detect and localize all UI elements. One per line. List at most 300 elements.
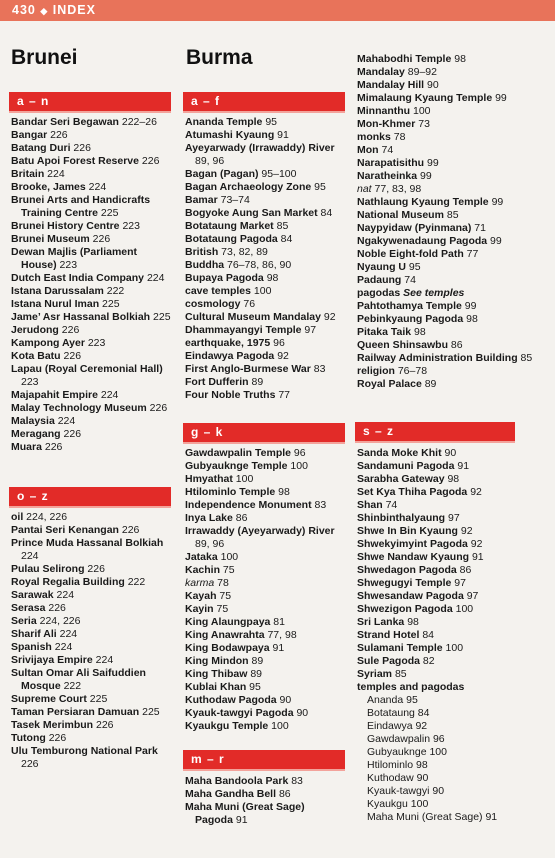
page-refs: 75 xyxy=(220,564,235,576)
page-refs: 91 xyxy=(269,642,285,654)
index-entry xyxy=(11,298,171,311)
page-refs: 92 xyxy=(274,350,289,362)
index-entry xyxy=(357,248,547,261)
page-refs: 98 xyxy=(275,486,290,498)
index-entry xyxy=(11,563,171,576)
index-entry xyxy=(11,272,171,285)
index-entry xyxy=(357,707,547,720)
page-refs: 99 xyxy=(487,235,502,247)
page-refs: 97 xyxy=(445,512,460,524)
index-entry xyxy=(185,460,345,473)
page-refs: 75 xyxy=(216,590,232,602)
page-refs: 76–78 xyxy=(394,365,428,377)
index-entry xyxy=(185,801,345,827)
index-entry xyxy=(11,220,171,233)
index-term: King Alaungpaya xyxy=(185,616,271,628)
index-entry xyxy=(357,105,547,118)
index-term: Royal Regalia Building xyxy=(11,576,125,588)
index-term: Independence Monument xyxy=(185,499,312,511)
index-entry xyxy=(357,183,547,196)
page-refs: 226 xyxy=(45,602,66,614)
page-refs: 86 xyxy=(276,788,291,800)
page-refs: 98 xyxy=(404,616,419,628)
index-entry xyxy=(357,118,547,131)
index-entry xyxy=(185,603,345,616)
index-entry xyxy=(357,564,547,577)
index-entry xyxy=(11,142,171,155)
heading-burma: Burma xyxy=(186,46,253,69)
index-entry xyxy=(11,537,171,563)
index-list-burma-s-z xyxy=(357,447,547,824)
index-term: Mandalay Hill xyxy=(357,79,425,91)
index-entry xyxy=(185,363,345,376)
index-entry xyxy=(11,589,171,602)
index-term: Meragang xyxy=(11,428,61,440)
index-entry xyxy=(185,285,345,298)
index-entry xyxy=(357,339,547,352)
index-term: Shwesandaw Pagoda xyxy=(357,590,464,602)
page-refs: 96 xyxy=(270,337,285,349)
index-term: Ananda 95 xyxy=(367,694,418,706)
band-label: g – k xyxy=(191,425,224,439)
page-refs: 223 xyxy=(84,337,106,349)
index-term: Seria xyxy=(11,615,37,627)
index-term: Gawdawpalin 96 xyxy=(367,733,445,745)
index-term: Britain xyxy=(11,168,45,180)
index-entry xyxy=(357,92,547,105)
index-term: Kota Batu xyxy=(11,350,61,362)
page-refs: 224 xyxy=(97,389,119,401)
index-entry xyxy=(11,363,171,389)
index-entry xyxy=(357,486,547,499)
index-entry xyxy=(185,629,345,642)
index-entry xyxy=(357,209,547,222)
index-list-burma-cont xyxy=(357,53,547,391)
page-refs: 92 xyxy=(467,538,483,550)
page-refs: 90 xyxy=(441,447,457,459)
page-refs: 97 xyxy=(451,577,466,589)
index-entry xyxy=(357,473,547,486)
page-refs: 74 xyxy=(401,274,416,286)
page-refs: 225 xyxy=(139,706,160,718)
page-refs: 226 xyxy=(89,233,111,245)
index-list-burma-a-f xyxy=(185,116,345,402)
page-refs: 91 xyxy=(454,460,470,472)
index-term: Railway Administration Building xyxy=(357,352,518,364)
index-term: Kublai Khan xyxy=(185,681,247,693)
index-entry xyxy=(185,207,345,220)
index-entry xyxy=(357,235,547,248)
index-term: Shinbinthalyaung xyxy=(357,512,446,524)
index-entry xyxy=(185,324,345,337)
index-entry xyxy=(11,129,171,142)
page-refs: 90 xyxy=(424,79,439,91)
index-entry xyxy=(11,628,171,641)
index-term: Gubyauknge Temple xyxy=(185,460,288,472)
index-term: Serasa xyxy=(11,602,46,614)
index-term: Srivijaya Empire xyxy=(11,654,93,666)
index-term: Sultan Omar Ali Saifuddien Mosque xyxy=(11,667,146,692)
index-term: Shwedagon Pagoda xyxy=(357,564,457,576)
index-term: Mon xyxy=(357,144,379,156)
page-refs: 91 xyxy=(232,814,248,826)
index-entry xyxy=(11,337,171,350)
page-refs: 224 xyxy=(21,550,39,562)
index-entry xyxy=(357,590,547,603)
index-entry xyxy=(185,577,345,590)
index-term: Atumashi Kyaung xyxy=(185,129,275,141)
page-refs: 92 xyxy=(320,311,336,323)
index-term: Padaung xyxy=(357,274,402,286)
index-entry xyxy=(357,512,547,525)
index-term: Supreme Court xyxy=(11,693,87,705)
page-refs: 99 xyxy=(417,170,432,182)
index-entry xyxy=(185,376,345,389)
index-entry xyxy=(357,733,547,746)
index-term: Sule Pagoda xyxy=(357,655,421,667)
index-term: Kampong Ayer xyxy=(11,337,85,349)
index-entry xyxy=(357,365,547,378)
page-refs: 77, 98 xyxy=(264,629,297,641)
index-term: Set Kya Thiha Pagoda xyxy=(357,486,468,498)
page-refs: 86 xyxy=(456,564,472,576)
index-term: Bagan (Pagan) xyxy=(185,168,259,180)
index-term: Mimalaung Kyaung Temple xyxy=(357,92,493,104)
page-refs: 100 xyxy=(268,720,289,732)
index-term: Maha Muni (Great Sage) 91 xyxy=(367,811,498,823)
index-term: Botataung 84 xyxy=(367,707,430,719)
page-refs: 100 xyxy=(287,460,308,472)
page-refs: 91 xyxy=(274,129,289,141)
page-refs: 224 xyxy=(51,641,73,653)
index-term: Jerudong xyxy=(11,324,59,336)
index-entry xyxy=(11,116,171,129)
page-refs: 78 xyxy=(214,577,229,589)
page-refs: 84 xyxy=(317,207,333,219)
index-term: Mahabodhi Temple xyxy=(357,53,452,65)
index-term: King Bodawpaya xyxy=(185,642,270,654)
index-term: Nathlaung Kyaung Temple xyxy=(357,196,489,208)
index-term: Gawdawpalin Temple xyxy=(185,447,291,459)
page-refs: 98 xyxy=(411,326,426,338)
index-term: Botataung Market xyxy=(185,220,274,232)
index-term: Bamar xyxy=(185,194,218,206)
index-term: Bandar Seri Begawan xyxy=(11,116,119,128)
index-entry xyxy=(357,287,547,300)
index-entry xyxy=(357,157,547,170)
index-term: Istana Nurul Iman xyxy=(11,298,100,310)
page-refs: 224 xyxy=(44,168,65,180)
index-entry xyxy=(11,511,171,524)
page-refs: 225 xyxy=(150,311,171,323)
page-refs: 224 xyxy=(85,181,107,193)
page-refs: 85 xyxy=(517,352,533,364)
index-entry xyxy=(11,576,171,589)
index-entry xyxy=(357,551,547,564)
index-term: cosmology xyxy=(185,298,241,310)
index-entry xyxy=(185,720,345,733)
index-entry xyxy=(357,746,547,759)
index-entry xyxy=(185,350,345,363)
index-entry xyxy=(11,389,171,402)
index-entry xyxy=(357,538,547,551)
index-term: karma xyxy=(185,577,215,589)
band-a-f xyxy=(183,92,345,113)
index-entry xyxy=(185,486,345,499)
index-term: Kuthodaw Pagoda xyxy=(185,694,277,706)
index-term: Htilominlo 98 xyxy=(367,759,428,771)
page-refs: 99 xyxy=(424,157,439,169)
index-term: Jataka xyxy=(185,551,218,563)
page-refs: 89 xyxy=(247,668,263,680)
page-refs: 98 xyxy=(451,53,466,65)
index-term: King Anawrahta xyxy=(185,629,265,641)
index-entry xyxy=(357,79,547,92)
index-term: Brooke, James xyxy=(11,181,86,193)
index-term: Kachin xyxy=(185,564,221,576)
index-entry xyxy=(357,326,547,339)
index-term: Shwe Nandaw Kyaung xyxy=(357,551,470,563)
index-entry xyxy=(11,285,171,298)
index-term: King Thibaw xyxy=(185,668,248,680)
page-refs: 74 xyxy=(378,144,394,156)
index-entry xyxy=(11,311,171,324)
page-refs: 95 xyxy=(406,261,421,273)
page-refs: 224, 226 xyxy=(23,511,68,523)
index-term: Sandamuni Pagoda xyxy=(357,460,455,472)
index-term: Eindawya Pagoda xyxy=(185,350,275,362)
index-term: Htilominlo Temple xyxy=(185,486,276,498)
index-entry xyxy=(357,525,547,538)
index-term: Naratheinka xyxy=(357,170,418,182)
index-term: Pantai Seri Kenangan xyxy=(11,524,119,536)
index-term: Shwekyimyint Pagoda xyxy=(357,538,468,550)
page-refs: 89, 96 xyxy=(195,155,225,167)
page-refs: 222 xyxy=(103,285,125,297)
index-entry xyxy=(11,615,171,628)
index-term: Brunei History Centre xyxy=(11,220,120,232)
index-term: Kayah xyxy=(185,590,217,602)
index-entry xyxy=(11,415,171,428)
index-entry xyxy=(11,441,171,454)
index-entry xyxy=(11,350,171,363)
index-entry xyxy=(11,641,171,654)
index-term: Royal Palace xyxy=(357,378,422,390)
index-term: Bangar xyxy=(11,129,48,141)
page-refs: 98 xyxy=(444,473,460,485)
index-term: Mon-Khmer xyxy=(357,118,416,130)
index-term: Sarawak xyxy=(11,589,54,601)
page-refs: 89 xyxy=(248,376,264,388)
index-entry xyxy=(185,298,345,311)
index-term: Ananda Temple xyxy=(185,116,263,128)
page-refs: 73–74 xyxy=(217,194,250,206)
index-term: Prince Muda Hassanal Bolkiah xyxy=(11,537,164,549)
page-refs: 89 xyxy=(248,655,264,667)
index-term: Ayeyarwady (Irrawaddy) River xyxy=(185,142,335,154)
index-entry xyxy=(185,775,345,788)
page-refs: 77 xyxy=(463,248,479,260)
running-title: INDEX xyxy=(52,3,96,17)
page-refs: 89, 96 xyxy=(195,538,225,550)
page-refs: 86 xyxy=(448,339,463,351)
page-refs: 224 xyxy=(144,272,165,284)
page-refs: 224 xyxy=(56,628,78,640)
index-entry xyxy=(185,168,345,181)
page-refs: 83 xyxy=(288,775,303,787)
page-refs: 74 xyxy=(382,499,398,511)
index-entry xyxy=(357,352,547,365)
page-refs: 85 xyxy=(273,220,289,232)
index-entry xyxy=(357,616,547,629)
page-refs: 77 xyxy=(275,389,291,401)
index-term: religion xyxy=(357,365,395,377)
index-term: Strand Hotel xyxy=(357,629,420,641)
index-term: Ulu Temburong National Park xyxy=(11,745,158,757)
index-entry xyxy=(357,759,547,772)
index-entry xyxy=(11,719,171,732)
page-refs: 99 xyxy=(461,300,477,312)
index-entry xyxy=(185,142,345,168)
index-term: monks xyxy=(357,131,391,143)
page-refs: 85 xyxy=(392,668,407,680)
index-entry xyxy=(11,706,171,719)
page-refs: 223 xyxy=(56,259,78,271)
page-refs: 223 xyxy=(119,220,140,232)
page-refs: 95–100 xyxy=(258,168,297,180)
index-entry xyxy=(185,707,345,720)
diamond-icon: ◆ xyxy=(40,6,49,16)
page-refs: 73, 82, 89 xyxy=(218,246,268,258)
index-term: Sarabha Gateway xyxy=(357,473,445,485)
heading-brunei: Brunei xyxy=(11,46,78,69)
page-refs: 100 xyxy=(232,473,254,485)
index-term: Cultural Museum Mandalay xyxy=(185,311,321,323)
band-s-z xyxy=(355,422,515,443)
index-term: Sanda Moke Khit xyxy=(357,447,442,459)
index-term: pagodas xyxy=(357,287,401,299)
index-entry xyxy=(357,222,547,235)
index-entry xyxy=(185,788,345,801)
index-term: Spanish xyxy=(11,641,52,653)
index-term: Jame’ Asr Hassanal Bolkiah xyxy=(11,311,151,323)
index-entry xyxy=(11,732,171,745)
page-refs: 85 xyxy=(443,209,459,221)
page-refs: 222 xyxy=(124,576,146,588)
index-term: Kyauk-tawgyi Pagoda xyxy=(185,707,294,719)
page-refs: 226 xyxy=(146,402,168,414)
index-entry xyxy=(185,694,345,707)
index-entry xyxy=(185,311,345,324)
index-term: Tasek Merimbun xyxy=(11,719,94,731)
index-entry xyxy=(357,772,547,785)
index-term: Kayin xyxy=(185,603,214,615)
index-term: First Anglo-Burmese War xyxy=(185,363,311,375)
page-refs: 226 xyxy=(138,155,160,167)
index-entry xyxy=(357,53,547,66)
index-entry xyxy=(11,428,171,441)
index-term: Malay Technology Museum xyxy=(11,402,147,414)
page-refs: 95 xyxy=(246,681,261,693)
index-entry xyxy=(357,668,547,681)
index-term: Maha Bandoola Park xyxy=(185,775,289,787)
page-refs: 92 xyxy=(457,525,473,537)
index-entry xyxy=(185,473,345,486)
page-refs: 226 xyxy=(41,441,63,453)
index-entry xyxy=(357,798,547,811)
page-refs: 83 xyxy=(310,363,326,375)
band-label: s – z xyxy=(363,424,395,438)
index-term: Nyaung U xyxy=(357,261,407,273)
index-entry xyxy=(185,447,345,460)
index-term: Naypyidaw (Pyinmana) xyxy=(357,222,472,234)
index-term: Maha Gandha Bell xyxy=(185,788,277,800)
index-entry xyxy=(357,811,547,824)
page-refs: 77, 83, 98 xyxy=(371,183,422,195)
page-refs: 78 xyxy=(390,131,406,143)
index-entry xyxy=(357,577,547,590)
index-entry xyxy=(357,642,547,655)
page-refs: 89 xyxy=(421,378,437,390)
index-term: Bupaya Pagoda xyxy=(185,272,264,284)
index-entry xyxy=(357,681,547,694)
page-refs: 226 xyxy=(70,142,91,154)
index-entry xyxy=(185,181,345,194)
index-term: Brunei Arts and Handicrafts Training Centre xyxy=(11,194,151,219)
index-term: Muara xyxy=(11,441,42,453)
index-term: Buddha xyxy=(185,259,225,271)
page-refs: 225 xyxy=(98,207,119,219)
index-entry xyxy=(357,603,547,616)
page-refs: 90 xyxy=(293,707,309,719)
page-refs: 91 xyxy=(469,551,484,563)
index-term: Gubyauknge 100 xyxy=(367,746,447,758)
index-term: Syriam xyxy=(357,668,393,680)
index-entry xyxy=(357,300,547,313)
index-term: Dhammayangyi Temple xyxy=(185,324,302,336)
index-entry xyxy=(185,259,345,272)
index-list-brunei-a-n xyxy=(11,116,171,454)
page-refs: 226 xyxy=(60,350,82,362)
index-term: Fort Dufferin xyxy=(185,376,249,388)
band-a-n xyxy=(9,92,171,113)
index-term: Four Noble Truths xyxy=(185,389,276,401)
index-entry xyxy=(185,512,345,525)
index-term: Shan xyxy=(357,499,383,511)
index-list-burma-g-k xyxy=(185,447,345,733)
index-term: Pitaka Taik xyxy=(357,326,412,338)
page-refs: 98 xyxy=(463,313,478,325)
page-refs: 76 xyxy=(240,298,256,310)
page-refs: 99 xyxy=(488,196,504,208)
page-refs: 226 xyxy=(118,524,140,536)
page-refs: 97 xyxy=(463,590,479,602)
index-entry xyxy=(357,261,547,274)
index-entry xyxy=(185,564,345,577)
index-term: King Mindon xyxy=(185,655,249,667)
page-refs: 100 xyxy=(452,603,474,615)
band-label: o – z xyxy=(17,489,49,503)
page-refs: 226 xyxy=(60,428,82,440)
index-entry xyxy=(357,144,547,157)
index-entry xyxy=(185,681,345,694)
index-term: Narapatisithu xyxy=(357,157,425,169)
index-term: Istana Darussalam xyxy=(11,285,104,297)
index-entry xyxy=(11,324,171,337)
index-entry xyxy=(11,233,171,246)
band-o-z xyxy=(9,487,171,508)
index-term: Queen Shinsawbu xyxy=(357,339,449,351)
